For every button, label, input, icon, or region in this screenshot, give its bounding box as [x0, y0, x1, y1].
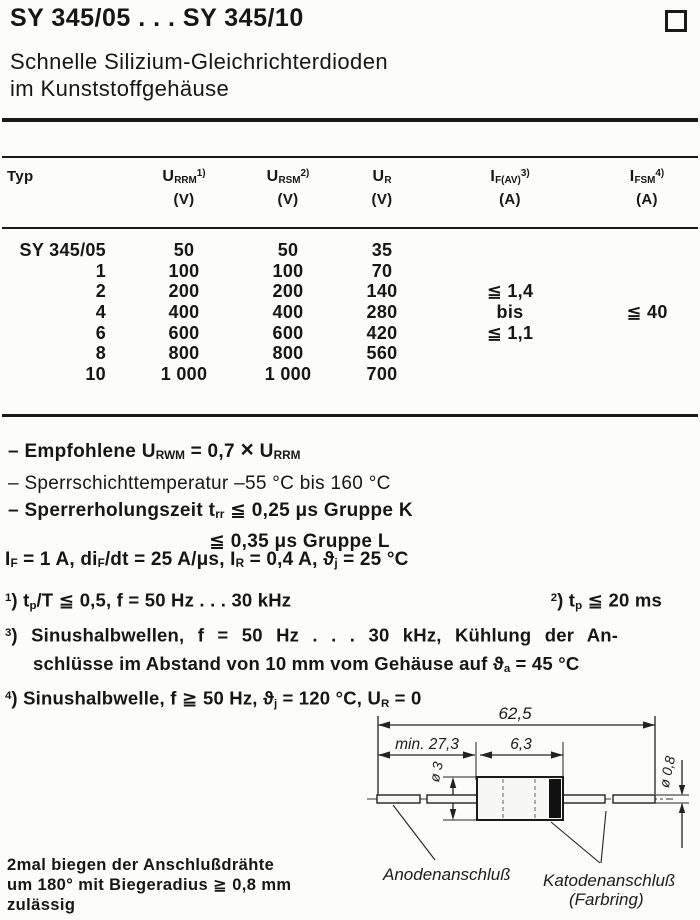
- cell-urrm: 1 000: [160, 364, 208, 385]
- col-header-urrm-symbol: $U_{RRM}^{1)}$: [162, 168, 206, 186]
- bend-line-2: um 180° mit Biegeradius ≧ 0,8 mm: [7, 876, 292, 894]
- table-header-rule: [2, 227, 698, 229]
- test-conditions-line: $I_F = 1$ A, $di_F/dt = 25$ A/μs, $I_R = 0,4$ A, $ϑ_j = 25$ °C: [5, 549, 409, 571]
- dim-lead-label: min. 27,3: [395, 736, 459, 753]
- cell-urrm: 100: [168, 260, 200, 281]
- cell-typ: 1: [95, 260, 106, 281]
- subtitle-line-2: im Kunststoffgehäuse: [10, 76, 230, 101]
- note-recommended-urwm: – Empfohlene $U_{RWM} = 0,7 \times U_{RRM}$: [8, 436, 301, 463]
- col-header-ifav-symbol: $I_{F(AV)}^{3)}$: [490, 168, 530, 186]
- footnote-row-1-2: [5, 585, 698, 620]
- cell-ursm: 800: [272, 343, 304, 364]
- col-header-ifsm-unit: (A): [636, 191, 658, 208]
- footnote-3-line-1: $^3$) Sinushalbwellen, f = 50 Hz . . . 30 kHz, Kühlung der An-: [5, 625, 619, 647]
- cell-ifsm: [594, 343, 700, 364]
- cathode-label: Katodenanschluß: [543, 871, 676, 890]
- cell-ifsm: [594, 281, 700, 302]
- footnote-1: $^1$) $t_p/T$ ≦ 0,5, f = 50 Hz . . . 30 kHz: [5, 589, 292, 612]
- bend-line-3: zulässig: [7, 896, 76, 914]
- footnote-4: $^4$) Sinushalbwelle, f ≧ 50 Hz, $ϑ_j = 120$ °C, $U_R = 0$: [5, 688, 422, 711]
- col-header-ifsm: [594, 168, 700, 208]
- bend-line-1: 2mal biegen der Anschlußdrähte: [7, 856, 275, 874]
- subtitle-line-1: Schnelle Silizium-Gleichrichterdioden: [10, 49, 388, 74]
- package-dimension-drawing: [355, 698, 700, 920]
- col-header-ursm-symbol: $U_{RSM}^{2)}$: [266, 168, 310, 186]
- col-header-typ: Typ: [7, 168, 34, 185]
- cell-ifsm: [594, 240, 700, 261]
- note-junction-temperature: – Sperrschichttemperatur –55 °C bis 160 °C: [8, 472, 391, 494]
- table-bottom-rule: [2, 414, 698, 417]
- cathode-band: [549, 779, 561, 818]
- cell-ifsm: [594, 323, 700, 344]
- cell-ifav: [426, 364, 594, 385]
- col-header-ur-unit: (V): [371, 191, 393, 208]
- note-recovery-time-k: – Sperrerholungszeit $t_{rr}$ ≦ 0,25 μs Gruppe K: [8, 499, 413, 522]
- col-header-ursm: [238, 168, 338, 208]
- corner-square-icon: [665, 10, 687, 32]
- cell-ur: 700: [366, 364, 398, 385]
- cell-ursm: 200: [272, 281, 304, 302]
- cell-ursm: 600: [272, 322, 304, 343]
- header-divider: [2, 118, 698, 122]
- cell-urrm: 400: [168, 302, 200, 323]
- col-header-ifav-unit: (A): [499, 191, 521, 208]
- cell-ur: 560: [366, 343, 398, 364]
- dim-body-label: 6,3: [510, 736, 532, 753]
- col-header-urrm: [130, 168, 238, 208]
- cell-ur: 420: [366, 322, 398, 343]
- cell-ur: 280: [366, 302, 398, 323]
- col-header-ur-symbol: $U_R$: [372, 168, 392, 186]
- cell-ifav: ≦ 1,4: [486, 281, 534, 302]
- anode-label: Anodenanschluß: [383, 865, 511, 884]
- cell-typ: 2: [95, 281, 106, 302]
- cell-urrm: 50: [173, 240, 195, 260]
- page-subtitle: [10, 48, 388, 102]
- col-header-ifsm-symbol: $I_{FSM}^{4)}$: [629, 168, 665, 186]
- anode-lead: [377, 795, 420, 803]
- cell-typ: 4: [95, 302, 106, 323]
- cell-urrm: 600: [168, 322, 200, 343]
- footnote-2: $^2$) $t_p$ ≦ 20 ms: [550, 589, 662, 612]
- cell-typ: 10: [85, 364, 106, 385]
- note-recovery-time-l: ≦ 0,35 μs Gruppe L: [209, 531, 390, 553]
- cell-ifsm: [594, 364, 700, 385]
- cell-ifav: ≦ 1,1: [486, 322, 534, 343]
- cell-urrm: 800: [168, 343, 200, 364]
- page-title: SY 345/05 . . . SY 345/10: [10, 4, 304, 32]
- cell-ifav: bis: [496, 302, 524, 323]
- cell-urrm: 200: [168, 281, 200, 302]
- col-header-ifav: [426, 168, 594, 208]
- cathode-lead: [613, 795, 655, 803]
- col-header-ur: [338, 168, 426, 208]
- footnote-3-line-2: schlüsse im Abstand von 10 mm vom Gehäuse auf $ϑ_a = 45$ °C: [33, 652, 580, 675]
- cell-ursm: 400: [272, 302, 304, 323]
- table-body: [0, 240, 700, 385]
- cell-typ: 6: [95, 322, 106, 343]
- cell-ifav: [426, 261, 594, 282]
- cell-ursm: 1 000: [264, 364, 312, 385]
- dia-body-label: ø 3: [426, 760, 446, 784]
- cell-ifav: [426, 343, 594, 364]
- cell-ur: 140: [366, 281, 398, 302]
- cell-ifav: [426, 240, 594, 261]
- dia-lead-label: ø 0,8: [655, 754, 679, 790]
- cell-typ: 8: [95, 343, 106, 364]
- cathode-label-2: (Farbring): [569, 890, 644, 909]
- cell-ur: 35: [371, 240, 393, 260]
- cell-ifsm: [594, 261, 700, 282]
- col-header-ursm-unit: (V): [277, 191, 299, 208]
- cell-ifsm: ≦ 40: [626, 302, 668, 323]
- dim-overall-label: 62,5: [498, 704, 532, 723]
- col-header-urrm-unit: (V): [173, 191, 195, 208]
- table-top-rule: [2, 156, 698, 158]
- cell-ur: 70: [371, 260, 393, 281]
- cell-typ: SY 345/05: [19, 240, 106, 260]
- diode-package: [367, 777, 673, 820]
- notes-section: [8, 436, 413, 556]
- bend-instruction: [7, 855, 292, 915]
- cell-ursm: 50: [277, 240, 299, 260]
- table-header: [0, 168, 700, 208]
- cell-ursm: 100: [272, 260, 304, 281]
